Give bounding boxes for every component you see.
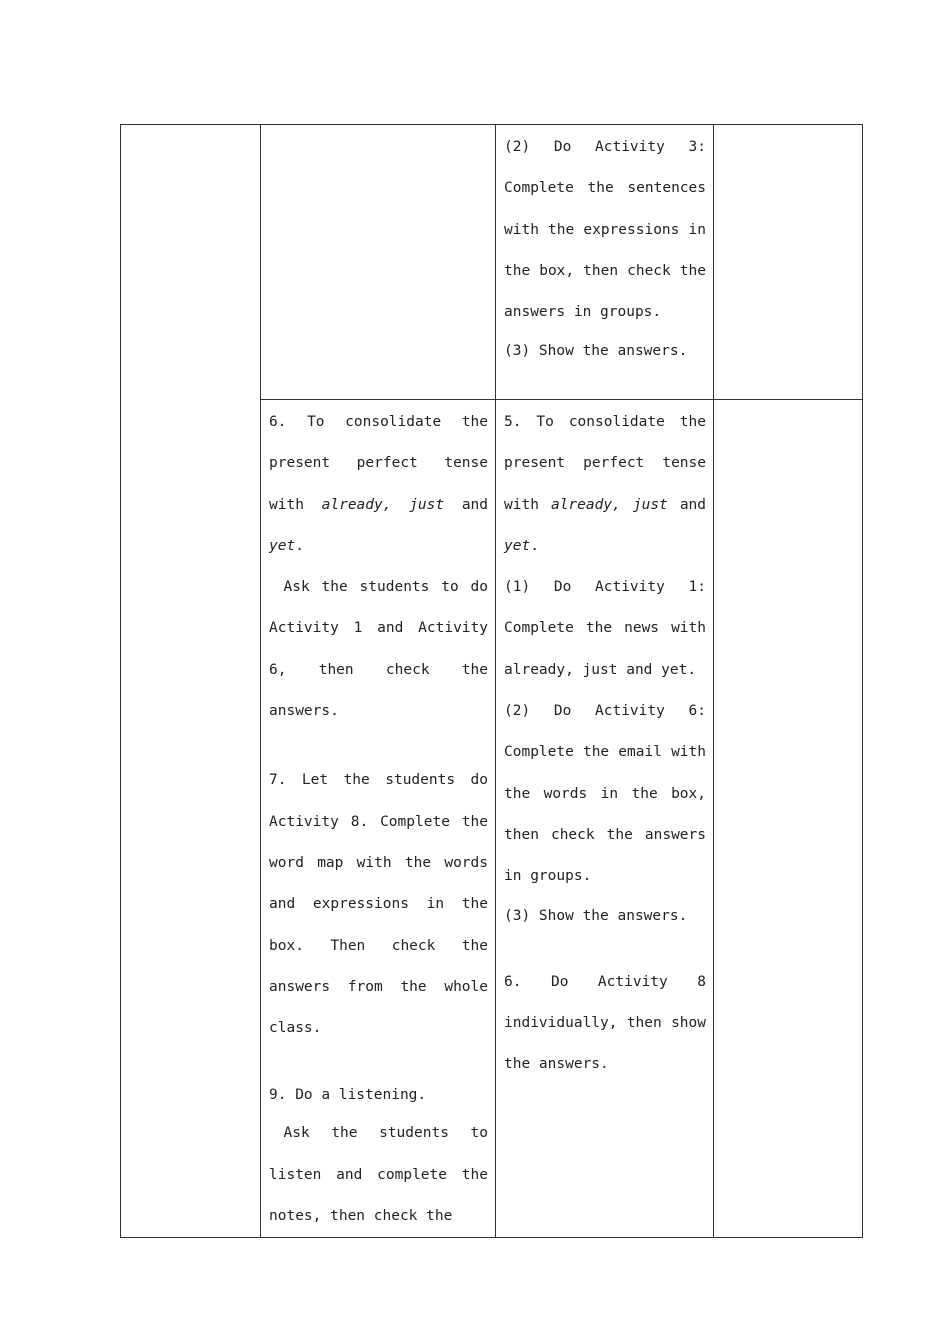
step-text: 6. Do Activity 8 individually, then show the answers. bbox=[504, 973, 706, 1073]
step-text: 7. Let the students do Activity 8. Complete the word map with the words and expressions in the box. Then check the answers from the whole class. bbox=[269, 772, 488, 1037]
step-task: Ask the students to do Activity 1 and Activity 6, then check the answers. bbox=[269, 579, 488, 720]
teacher-activity-cell bbox=[261, 400, 496, 1238]
activity-item: (3) Show the answers. bbox=[504, 907, 688, 924]
activity-item: (2) Do Activity 3: Complete the sentences with the expressions in the box, then check the answers in groups. bbox=[504, 139, 706, 321]
student-activity-cell bbox=[496, 400, 714, 1238]
table-cell-empty bbox=[121, 125, 261, 1238]
table-row bbox=[121, 125, 863, 400]
step-task: Ask the students to listen and complete the notes, then check the bbox=[269, 1125, 488, 1225]
teacher-activity-cell bbox=[261, 125, 496, 400]
notes-cell bbox=[714, 125, 863, 400]
activity-item: (3) Show the answers. bbox=[504, 343, 688, 360]
step-heading: 6. To consolidate the present perfect tense with already, just and yet. bbox=[269, 414, 489, 554]
step-heading: 5. To consolidate the present perfect tense with already, just and yet. bbox=[504, 414, 707, 554]
activity-item: (1) Do Activity 1: Complete the news with already, just and yet. bbox=[504, 579, 706, 678]
activity-item: (2) Do Activity 6: Complete the email with the words in the box, then check the answers in groups. bbox=[504, 703, 706, 885]
step-heading: 9. Do a listening. bbox=[269, 1087, 427, 1104]
lesson-plan-table bbox=[120, 124, 863, 1238]
notes-cell bbox=[714, 400, 863, 1238]
student-activity-cell bbox=[496, 125, 714, 400]
